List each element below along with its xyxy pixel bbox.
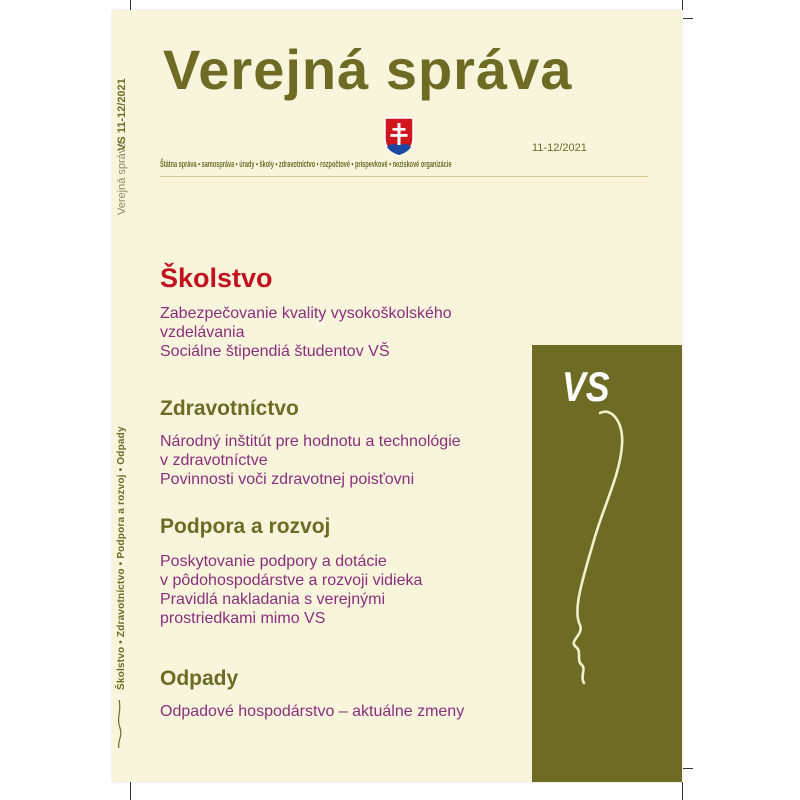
crop-mark-bottom-left — [130, 782, 131, 800]
article-line: v zdravotníctve — [160, 452, 268, 469]
spine-topics: Školstvo • Zdravotníctvo • Podpora a rozvoj • Odpady — [116, 426, 127, 690]
issue-number: 11-12/2021 — [532, 142, 587, 154]
spine-issue-code: VS 11-12/2021 — [116, 78, 128, 151]
section-skolstvo — [160, 262, 452, 361]
crop-mark-top-right — [682, 0, 683, 10]
section-heading: Odpady — [160, 667, 239, 690]
spine-title: Verejná správa — [116, 141, 128, 215]
crop-mark-top-left — [130, 0, 131, 10]
article-line: prostriedkami mimo VS — [160, 610, 326, 627]
slovak-coat-of-arms-icon — [384, 117, 414, 157]
crop-mark-right-top — [683, 18, 693, 19]
vs-logo-text: VS — [562, 363, 610, 410]
article-line: Pravidlá nakladania s verejnými — [160, 591, 385, 608]
article-line: v pôdohospodárstve a rozvoji vidieka — [160, 572, 423, 589]
section-odpady — [160, 666, 464, 721]
article-line: Odpadové hospodárstvo – aktuálne zmeny — [160, 703, 465, 720]
crop-mark-right-bottom — [683, 768, 693, 769]
article-line: vzdelávania — [160, 324, 245, 341]
article-line: Sociálne štipendiá študentov VŠ — [160, 343, 390, 360]
spine-squiggle-icon — [114, 700, 124, 748]
tagline-text: Štátna správa • samospráva • úrady • školy • zdravotníctvo • rozpočtové • príspevkové • neziskové organizácie — [160, 159, 452, 169]
section-heading: Zdravotníctvo — [160, 397, 299, 420]
section-zdravotnictvo — [160, 396, 461, 489]
section-heading: Školstvo — [160, 263, 273, 293]
tagline-bar — [160, 158, 648, 177]
vs-profile-line-icon — [532, 345, 682, 782]
crop-mark-bottom-right — [682, 782, 683, 800]
article-line: Národný inštitút pre hodnotu a technológie — [160, 433, 461, 450]
article-line: Poskytovanie podpory a dotácie — [160, 553, 387, 570]
article-line: Povinnosti voči zdravotnej poisťovni — [160, 471, 415, 488]
vs-logo-panel — [532, 345, 682, 782]
section-podpora-a-rozvoj — [160, 514, 422, 628]
magazine-title: Verejná správa — [163, 38, 573, 101]
section-heading: Podpora a rozvoj — [160, 515, 331, 538]
article-line: Zabezpečovanie kvality vysokoškolského — [160, 305, 452, 322]
